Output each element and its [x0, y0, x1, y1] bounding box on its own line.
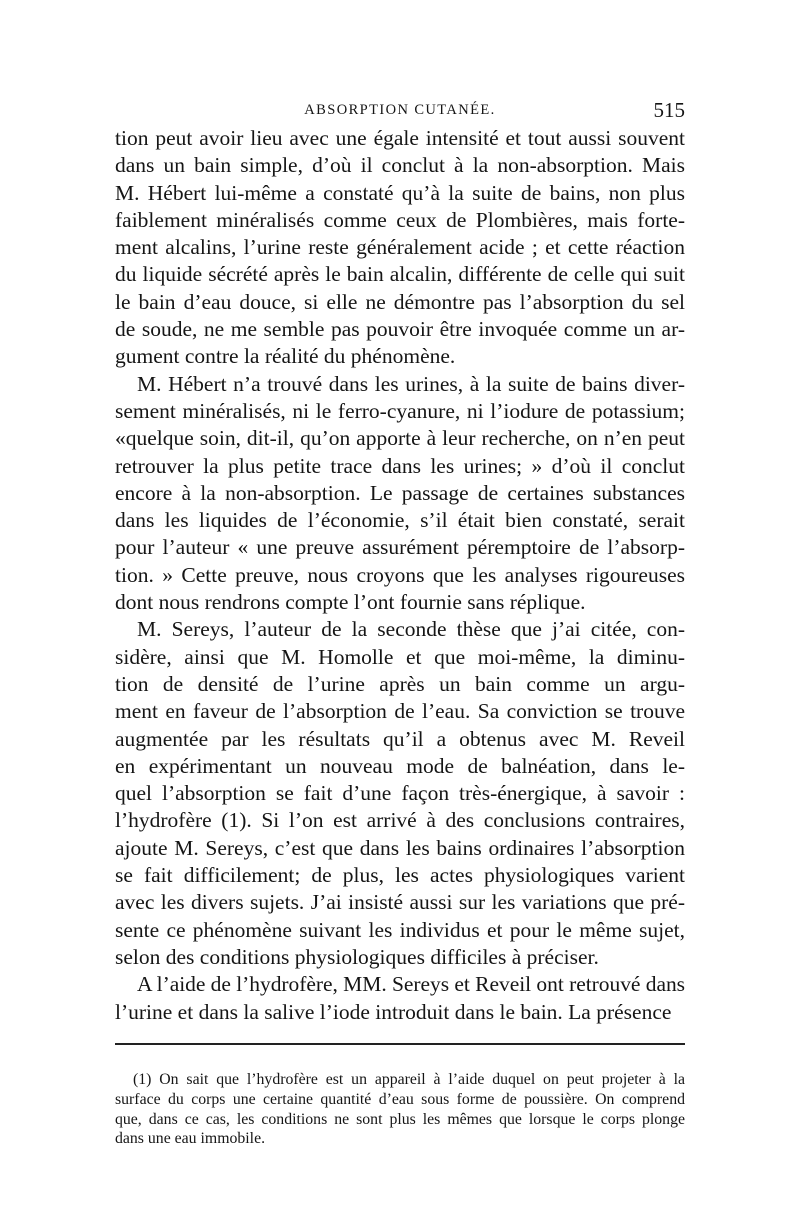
text-line: ment en faveur de l’absorption de l’eau. Sa conviction se trouve	[115, 699, 685, 724]
text-line: retrouver la plus petite trace dans les urines; » d’où il conclut	[115, 453, 685, 478]
text-line: M. Hébert n’a trouvé dans les urines, à la suite de bains diver-	[137, 371, 685, 396]
text-line: encore à la non-absorption. Le passage de certaines substances	[115, 480, 685, 505]
text-line: ment alcalins, l’urine reste généralement acide ; et cette réaction	[115, 235, 685, 260]
text-line: «quelque soin, dit-il, qu’on apporte à leur recherche, on n’en peut	[115, 426, 685, 451]
footnote	[115, 1070, 685, 1149]
text-line: sente ce phénomène suivant les individus et pour le même sujet,	[115, 917, 685, 942]
footnote-line: dans une eau immobile.	[115, 1130, 266, 1148]
text-line: A l’aide de l’hydrofère, MM. Sereys et Reveil ont retrouvé dans	[137, 972, 685, 997]
text-line: l’hydrofère (1). Si l’on est arrivé à des conclusions contraires,	[115, 808, 685, 833]
text-line: faiblement minéralisés comme ceux de Plombières, mais forte-	[115, 207, 685, 232]
body-text	[115, 125, 685, 1026]
text-line: dont nous rendrons compte l’ont fournie sans réplique.	[115, 590, 586, 615]
text-line: M. Hébert lui-même a constaté qu’à la suite de bains, non plus	[115, 180, 685, 205]
text-line: selon des conditions physiologiques difficiles à préciser.	[115, 944, 599, 969]
text-line: tion. » Cette preuve, nous croyons que les analyses rigoureuses	[115, 562, 685, 587]
running-title: ABSORPTION CUTANÉE.	[304, 102, 496, 118]
text-line: sidère, ainsi que M. Homolle et que moi-même, la diminu-	[115, 644, 685, 669]
text-line: quel l’absorption se fait d’une façon très-énergique, à savoir :	[115, 781, 685, 806]
page-header	[115, 98, 685, 124]
text-line: pour l’auteur « une preuve assurément péremptoire de l’absorp-	[115, 535, 685, 560]
text-line: en expérimentant un nouveau mode de balnéation, dans le-	[115, 753, 685, 778]
text-line: tion de densité de l’urine après un bain comme un argu-	[115, 671, 685, 696]
text-line: le bain d’eau douce, si elle ne démontre pas l’absorption du sel	[115, 289, 685, 314]
text-line: de soude, ne me semble pas pouvoir être invoquée comme un ar-	[115, 317, 685, 342]
text-line: tion peut avoir lieu avec une égale intensité et tout aussi souvent	[115, 126, 685, 150]
text-line: gument contre la réalité du phénomène.	[115, 344, 456, 369]
text-line: du liquide sécrété après le bain alcalin, différente de celle qui suit	[115, 262, 685, 287]
page-number: 515	[653, 98, 685, 122]
footnote-line: (1) On sait que l’hydrofère est un appareil à l’aide duquel on peut projeter à la	[133, 1071, 685, 1088]
text-line: ajoute M. Sereys, c’est que dans les bains ordinaires l’absorption	[115, 835, 685, 860]
text-line: augmentée par les résultats qu’il a obtenus avec M. Reveil	[115, 726, 685, 751]
footnote-line: surface du corps une certaine quantité d’eau sous forme de poussière. On comprend	[115, 1090, 685, 1108]
text-line: avec les divers sujets. J’ai insisté aussi sur les variations que pré-	[115, 890, 685, 915]
footnote-line: que, dans ce cas, les conditions ne sont plus les mêmes que lorsque le corps plonge	[115, 1110, 685, 1128]
text-line: M. Sereys, l’auteur de la seconde thèse que j’ai citée, con-	[137, 617, 685, 642]
text-line: sement minéralisés, ni le ferro-cyanure, ni l’iodure de potassium;	[115, 398, 685, 423]
text-line: dans un bain simple, d’où il conclut à la non-absorption. Mais	[115, 153, 685, 178]
text-line: dans les liquides de l’économie, s’il était bien constaté, serait	[115, 508, 685, 533]
text-line: se fait difficilement; de plus, les actes physiologiques varient	[115, 863, 685, 888]
text-line: l’urine et dans la salive l’iode introduit dans le bain. La présence	[115, 999, 672, 1024]
footnote-divider	[115, 1043, 685, 1045]
